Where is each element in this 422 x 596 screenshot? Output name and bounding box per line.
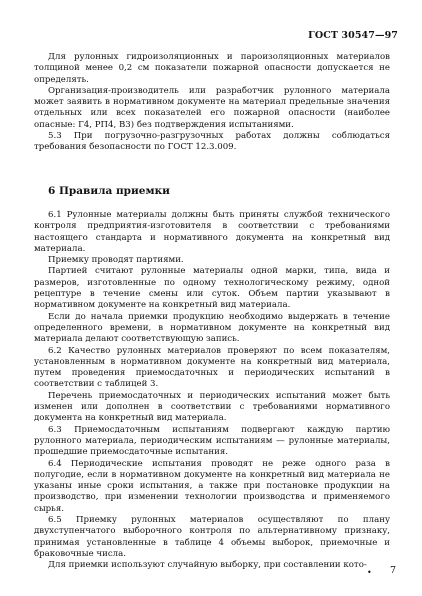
footer-mark: •: [367, 568, 372, 577]
paragraph: Партией считают рулонные материалы одной марки, типа, вида и размеров, изготовленные по одному технологическому режиму, одной рецептуре в течение смены или суток. Объем партии указывают в нормативном документе на конкретный вид материала.: [34, 266, 390, 311]
document-code-header: ГОСТ 30547—97: [308, 30, 398, 41]
paragraph: Организация-производитель или разработчик рулонного материала может заявить в нормативном документе на материал предельные значения отдельных или всех показателей его пожарной опасности (наиболее опасные: Г4, РП4, В3) без подтверждения испытаниями.: [34, 85, 390, 130]
paragraph: 5.3 При погрузочно-разгрузочных работах должны соблюдаться требования безопасности по ГОСТ 12.3.009.: [34, 131, 390, 153]
paragraph: 6.5 Приемку рулонных материалов осуществляют по плану двухступенчатого выборочного контроля по альтернативному признаку, принимая установленные в таблице 4 объемы выборок, приемочные и браковочные числа.: [34, 515, 390, 559]
paragraph: 6.4 Периодические испытания проводят не реже одного раза в полугодие, если в нормативном документе на конкретный вид материала не указаны иные сроки испытания, а также при постановке продукции на производство, при изменении технологии производства и применяемого сырья.: [34, 458, 390, 514]
paragraph: Перечень приемосдаточных и периодических испытаний может быть изменен или дополнен в соответствии с требованиями нормативного документа на конкретный вид материала.: [34, 390, 390, 424]
section-text-block: [34, 210, 390, 572]
paragraph: 6.1 Рулонные материалы должны быть приняты службой технического контроля предприятия-изготовителя в соответствии с требованиями настоящего стандарта и нормативного документа на конкретный вид материала.: [34, 210, 390, 254]
paragraph: 6.2 Качество рулонных материалов проверяют по всем показателям, установленным в нормативном документе на конкретный вид материала, путем проведения приемосдаточных и периодических испытаний в соответствии с таблицей 3.: [34, 345, 390, 390]
paragraph: Для рулонных гидроизоляционных и пароизоляционных материалов толщиной менее 0,2 см показатели пожарной опасности допускается не определять.: [34, 52, 390, 85]
page-number: 7: [389, 565, 396, 576]
paragraph: 6.3 Приемосдаточным испытаниям подвергают каждую партию рулонного материала, периодическим испытаниям — рулонные материалы, прошедшие приемосдаточные испытания.: [34, 424, 390, 458]
paragraph: Для приемки используют случайную выборку, при составлении кото-: [48, 560, 367, 571]
top-text-block: [34, 52, 390, 154]
paragraph: Если до начала приемки продукцию необходимо выдержать в течение определенного времени, в нормативном документе на конкретный вид материала делают соответствующую запись.: [34, 311, 390, 345]
section-title: 6 Правила приемки: [48, 185, 170, 197]
paragraph: Приемку проводят партиями.: [48, 255, 184, 266]
